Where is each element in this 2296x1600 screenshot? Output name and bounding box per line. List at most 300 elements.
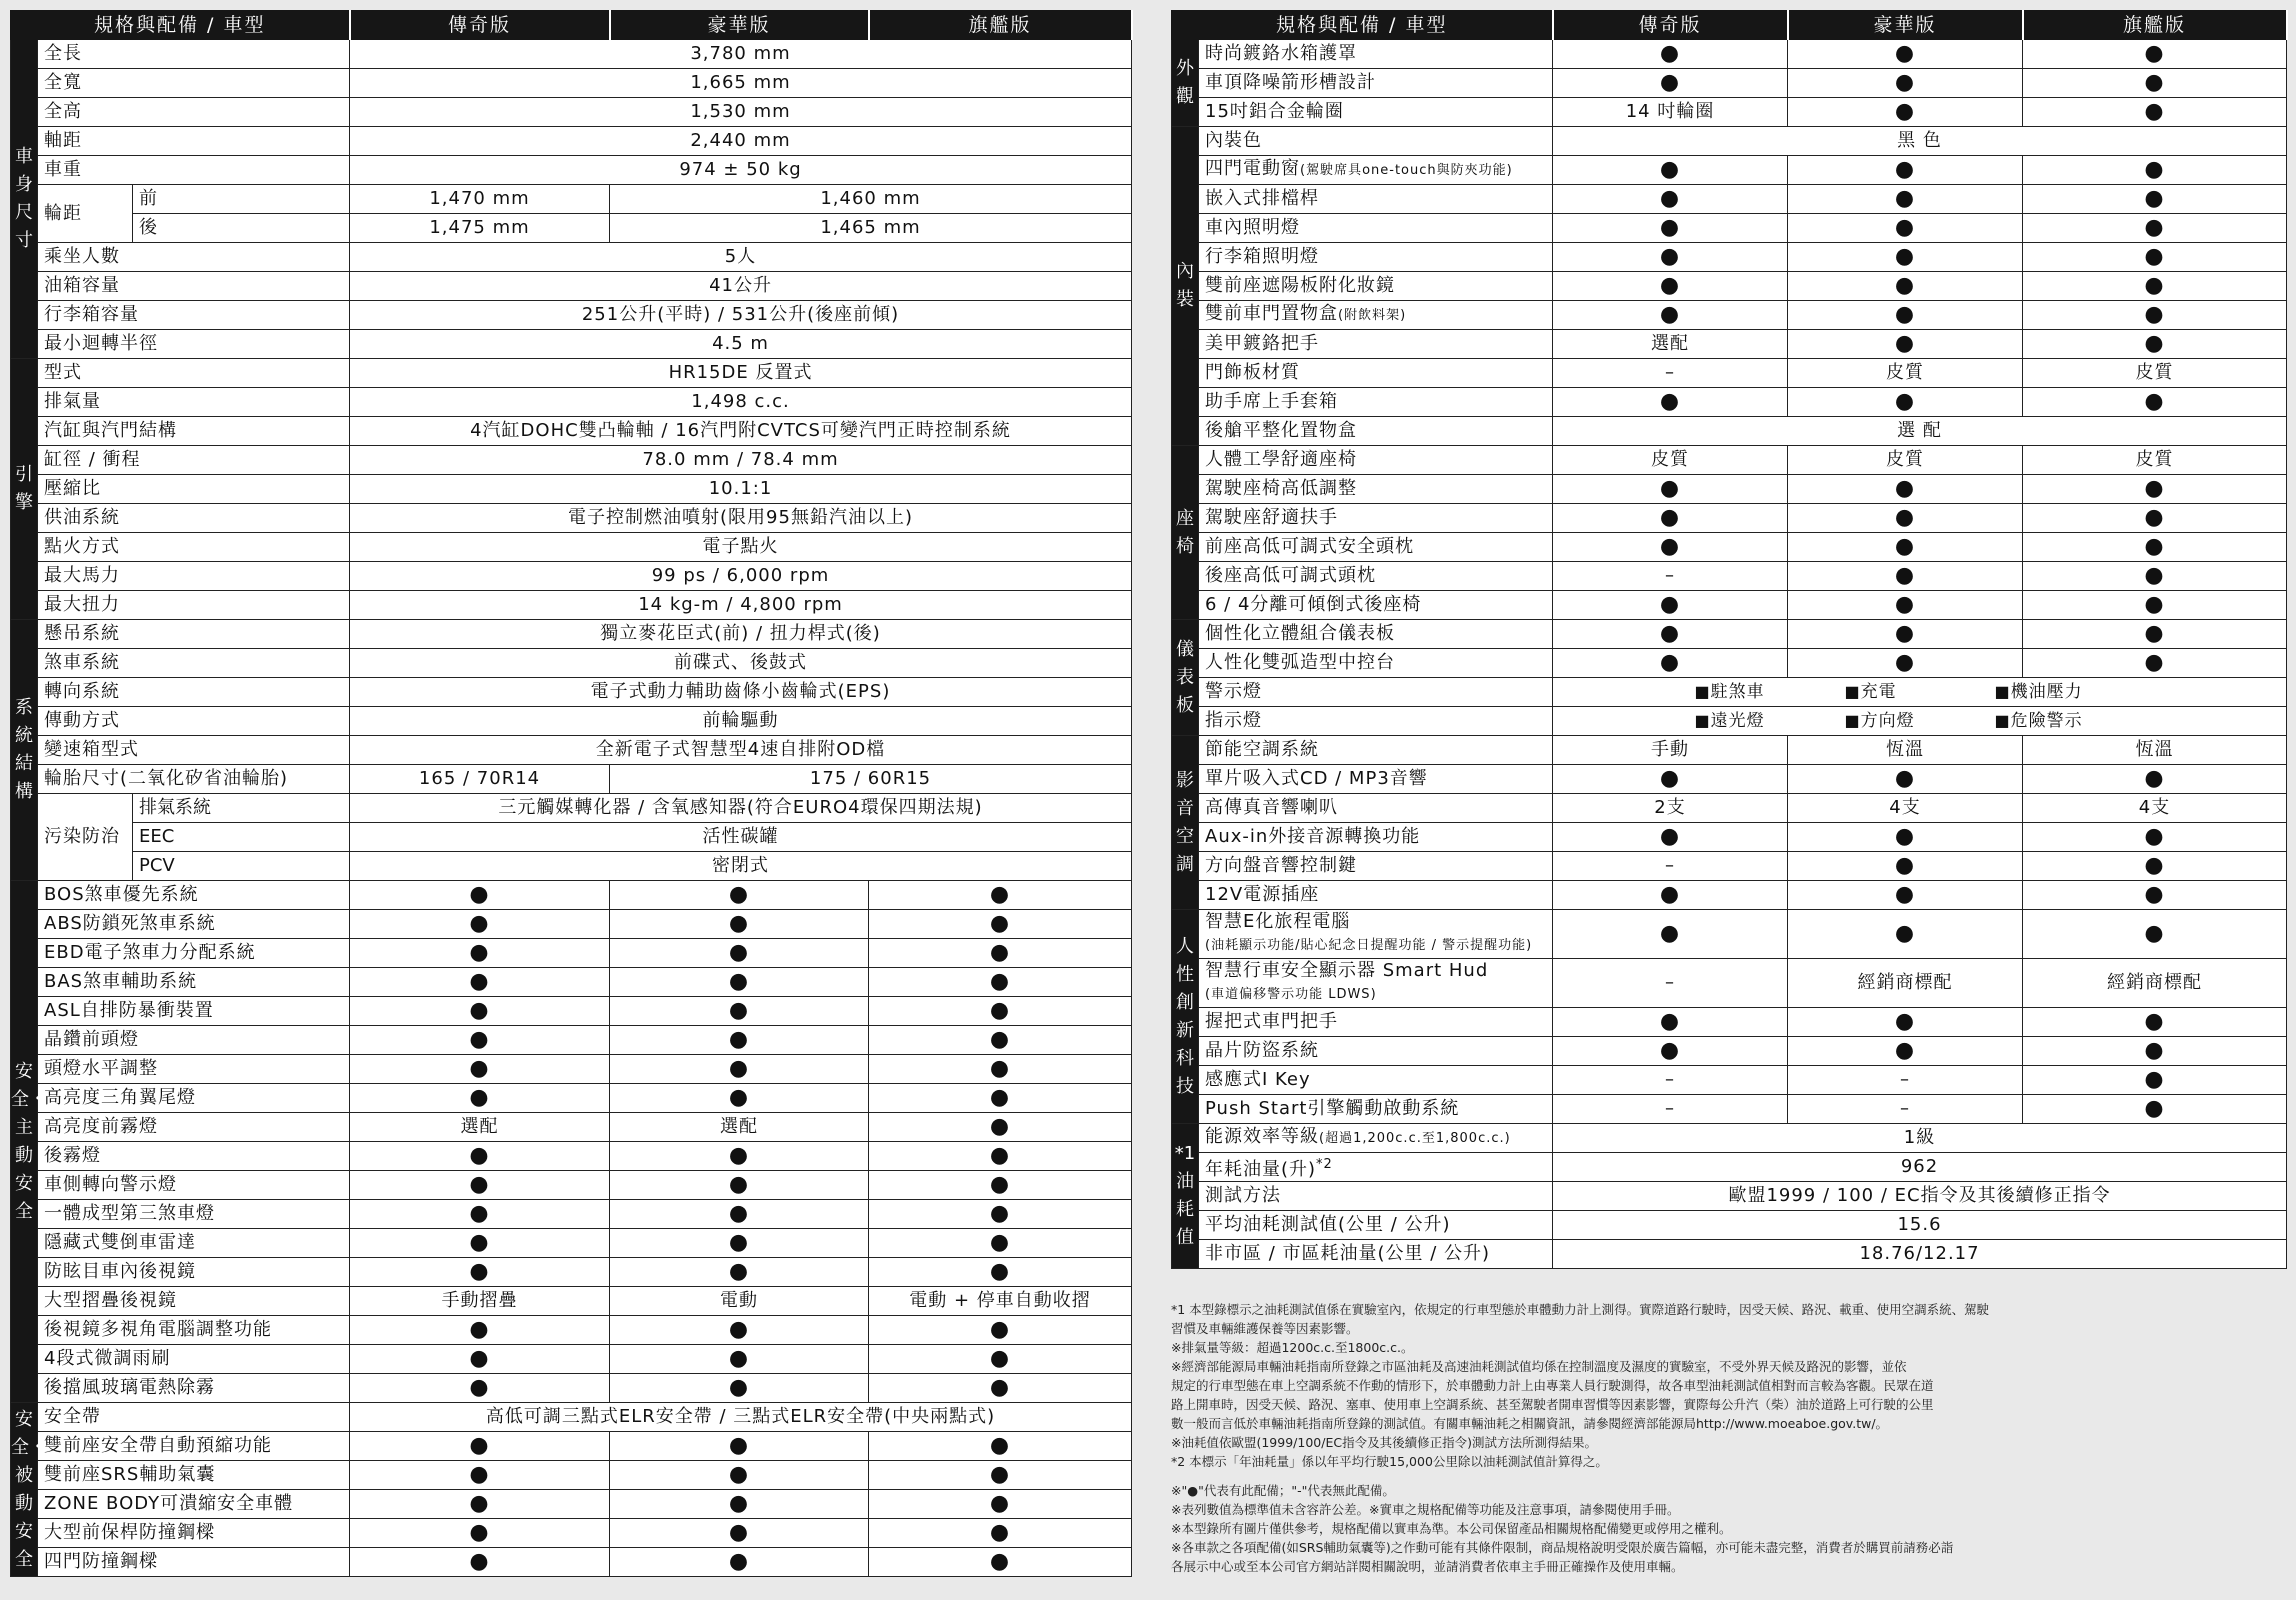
row-label (1199, 214, 1553, 243)
included-dot-icon: ● (469, 1026, 490, 1052)
warning-light-label: 危險警示 (2010, 711, 2083, 731)
included-dot-icon: ● (728, 1229, 750, 1255)
row-label: 大型前保桿防撞鋼樑 (38, 1519, 350, 1548)
row-label (1199, 1037, 1553, 1066)
value-cell (610, 1432, 869, 1461)
value-cell (610, 1548, 869, 1577)
row-label: 防眩目車內後視鏡 (38, 1258, 350, 1287)
value-cell (350, 1055, 610, 1084)
row-label (1199, 98, 1553, 127)
value-cell (1788, 1008, 2023, 1037)
included-dot-icon: ● (989, 1316, 1011, 1342)
value-cell (869, 1142, 1132, 1171)
included-dot-icon: ● (2144, 156, 2165, 182)
value-cell (1553, 881, 1788, 910)
table-row (11, 40, 1132, 69)
row-label (1199, 1066, 1553, 1095)
value-cell (610, 910, 869, 939)
included-dot-icon: ● (989, 1345, 1011, 1371)
row-label (1199, 330, 1553, 359)
footnote-line: ※經濟部能源局車輛油耗指南所登錄之市區油耗及高速油耗測試值均係在控制溫度及濕度的實驗室，不受外界天候及路況的影響，並依 (1171, 1359, 1907, 1374)
value-cell (2023, 475, 2287, 504)
value-cell: 經銷商標配 (1788, 959, 2023, 1008)
table-row (1172, 910, 2287, 959)
row-label: 全長 (38, 40, 350, 69)
table-row (1172, 1095, 2287, 1124)
warning-light-item (1995, 712, 2145, 730)
row-label-text: Aux-in外接音源轉換功能 (1205, 826, 1421, 847)
included-dot-icon: ● (469, 1258, 490, 1284)
trim-header: 旗艦版 (2023, 11, 2287, 40)
included-dot-icon: ● (1659, 649, 1681, 675)
included-dot-icon: ● (469, 1345, 490, 1371)
included-dot-icon: ● (469, 1055, 490, 1081)
row-label: 變速箱型式 (38, 736, 350, 765)
value-cell (869, 1113, 1132, 1142)
row-label: 轉向系統 (38, 678, 350, 707)
row-label-text: 嵌入式排檔桿 (1205, 188, 1319, 209)
included-dot-icon: ● (1894, 823, 1916, 849)
value-cell: 974 ± 50 kg (350, 156, 1132, 185)
row-label-text: 方向盤音響控制鍵 (1205, 855, 1357, 876)
row-label-text: 感應式I Key (1205, 1069, 1311, 1090)
value-cell: 恆溫 (1788, 736, 2023, 765)
row-label: 汽缸與汽門結構 (38, 417, 350, 446)
value-cell (1553, 620, 1788, 649)
row-label: 晶鑽前頭燈 (38, 1026, 350, 1055)
row-label: 油箱容量 (38, 272, 350, 301)
value-cell: 前碟式、後鼓式 (350, 649, 1132, 678)
table-row (1172, 272, 2287, 301)
table-row (11, 1026, 1132, 1055)
row-label: 後視鏡多視角電腦調整功能 (38, 1316, 350, 1345)
included-dot-icon: ● (728, 968, 750, 994)
table-row (1172, 504, 2287, 533)
table-row (11, 243, 1132, 272)
included-dot-icon: ● (469, 1374, 490, 1400)
value-cell (1788, 388, 2023, 417)
row-label-text: 測試方法 (1205, 1185, 1281, 1206)
table-row (11, 1548, 1132, 1577)
value-cell (1553, 185, 1788, 214)
included-dot-icon: ● (2144, 881, 2165, 907)
included-dot-icon: ● (989, 939, 1011, 965)
warning-lights-cell (1553, 707, 2287, 736)
included-dot-icon: ● (469, 997, 490, 1023)
value-cell (350, 1432, 610, 1461)
value-cell (350, 1200, 610, 1229)
row-label: 行李箱容量 (38, 301, 350, 330)
included-dot-icon: ● (989, 1519, 1011, 1545)
included-dot-icon: ● (1659, 301, 1681, 327)
row-label: 大型摺疊後視鏡 (38, 1287, 350, 1316)
table-row (11, 736, 1132, 765)
row-label-text: 年耗油量(升) (1205, 1158, 1317, 1180)
included-dot-icon: ● (2144, 562, 2165, 588)
row-label-text: 12V電源插座 (1205, 884, 1320, 905)
value-cell (610, 1026, 869, 1055)
included-dot-icon: ● (989, 1374, 1011, 1400)
included-dot-icon: ● (1894, 301, 1916, 327)
value-cell (869, 1258, 1132, 1287)
footnote-line: 習慣及車輛維護保養等因素影響。 (1171, 1321, 1359, 1336)
category-label: 內裝 (1172, 127, 1199, 446)
footnote-line: ※本型錄所有圖片僅供參考，規格配備以實車為準。本公司保留產品相關規格配備變更或停用之權利。 (1171, 1521, 1732, 1536)
included-dot-icon: ● (1894, 388, 1916, 414)
row-label-text: 能源效率等級 (1205, 1126, 1319, 1147)
category-label: 儀表板 (1172, 620, 1199, 736)
row-label (1199, 881, 1553, 910)
value-cell (869, 1229, 1132, 1258)
row-label (1199, 1095, 1553, 1124)
row-label: 車側轉向警示燈 (38, 1171, 350, 1200)
included-dot-icon: ● (1894, 475, 1916, 501)
value-cell (2023, 910, 2287, 959)
row-label: 軸距 (38, 127, 350, 156)
table-row (11, 997, 1132, 1026)
included-dot-icon: ● (989, 1200, 1011, 1226)
category-label: 人性創新科技 (1172, 910, 1199, 1124)
value-cell: – (1788, 1066, 2023, 1095)
value-cell (1553, 765, 1788, 794)
table-row (1172, 649, 2287, 678)
spec-header: 規格與配備 / 車型 (11, 11, 350, 40)
row-label (1199, 156, 1553, 185)
value-cell: 1級 (1553, 1124, 2287, 1153)
value-cell: – (1553, 1066, 1788, 1095)
value-cell (1553, 272, 1788, 301)
value-cell (350, 1316, 610, 1345)
included-dot-icon: ● (2144, 301, 2165, 327)
warning-light-label: 充電 (1860, 682, 1897, 702)
value-cell: 獨立麥花臣式(前) / 扭力桿式(後) (350, 620, 1132, 649)
value-cell: 經銷商標配 (2023, 959, 2287, 1008)
table-row (11, 562, 1132, 591)
row-label: 型式 (38, 359, 350, 388)
included-dot-icon: ● (728, 1055, 750, 1081)
value-cell: 175 / 60R15 (610, 765, 1132, 794)
right-spec-panel (1171, 10, 2286, 1269)
row-label-text: 指示燈 (1205, 710, 1262, 731)
row-label-text: 個性化立體組合儀表板 (1205, 623, 1395, 644)
row-label (1199, 388, 1553, 417)
included-dot-icon: ● (2144, 330, 2165, 356)
table-row (1172, 417, 2287, 446)
value-cell (350, 1461, 610, 1490)
table-row (1172, 736, 2287, 765)
included-dot-icon: ● (1659, 920, 1681, 946)
value-cell: 電子控制燃油噴射(限用95無鉛汽油以上) (350, 504, 1132, 533)
table-row (1172, 475, 2287, 504)
value-cell (869, 1084, 1132, 1113)
table-row (1172, 40, 2287, 69)
value-cell (350, 1548, 610, 1577)
value-cell (1553, 504, 1788, 533)
row-label-text: 行李箱照明燈 (1205, 246, 1319, 267)
warning-light-label: 駐煞車 (1710, 682, 1765, 702)
table-row (11, 939, 1132, 968)
row-label (1199, 446, 1553, 475)
table-row (1172, 794, 2287, 823)
value-cell (610, 968, 869, 997)
value-cell (2023, 1037, 2287, 1066)
included-dot-icon: ● (2144, 214, 2165, 240)
value-cell: 5人 (350, 243, 1132, 272)
warning-light-item (1845, 683, 1995, 701)
table-row (1172, 98, 2287, 127)
value-cell: 1,470 mm (350, 185, 610, 214)
value-cell (869, 968, 1132, 997)
value-cell (610, 1374, 869, 1403)
included-dot-icon: ● (1894, 214, 1916, 240)
included-dot-icon: ● (469, 910, 490, 936)
row-label (1199, 1240, 1553, 1269)
value-cell (350, 968, 610, 997)
value-cell (610, 1258, 869, 1287)
row-label (1199, 562, 1553, 591)
value-cell: 41公升 (350, 272, 1132, 301)
value-cell (869, 1519, 1132, 1548)
table-row (11, 852, 1132, 881)
included-dot-icon: ● (1894, 562, 1916, 588)
category-label: *1油耗值 (1172, 1124, 1199, 1269)
value-cell: – (1553, 959, 1788, 1008)
value-cell (2023, 98, 2287, 127)
value-cell: 3,780 mm (350, 40, 1132, 69)
included-dot-icon: ● (2144, 40, 2165, 66)
value-cell: 78.0 mm / 78.4 mm (350, 446, 1132, 475)
table-row (11, 910, 1132, 939)
included-dot-icon: ● (469, 1200, 490, 1226)
table-row (11, 1229, 1132, 1258)
included-dot-icon: ● (1659, 881, 1681, 907)
row-label-text: 助手席上手套箱 (1205, 391, 1338, 412)
included-dot-icon: ● (1659, 475, 1681, 501)
value-cell (869, 1374, 1132, 1403)
row-label-text: 門飾板材質 (1205, 362, 1300, 383)
value-cell: 電子式動力輔助齒條小齒輪式(EPS) (350, 678, 1132, 707)
value-cell (1553, 823, 1788, 852)
row-label-text: 雙前車門置物盒 (1205, 303, 1338, 324)
value-cell (1788, 475, 2023, 504)
included-dot-icon: ● (1659, 243, 1681, 269)
table-row (1172, 1211, 2287, 1240)
included-dot-icon: ● (1659, 620, 1681, 646)
value-cell: 皮質 (1553, 446, 1788, 475)
value-cell (2023, 1008, 2287, 1037)
value-cell (2023, 852, 2287, 881)
row-label: 後擋風玻璃電熱除霧 (38, 1374, 350, 1403)
table-row (11, 1432, 1132, 1461)
value-cell: 黑 色 (1553, 127, 2287, 156)
included-dot-icon: ● (1659, 40, 1681, 66)
table-row (11, 272, 1132, 301)
row-label-text: 雙前座遮陽板附化妝鏡 (1205, 275, 1395, 296)
table-row (11, 1258, 1132, 1287)
value-cell (1553, 388, 1788, 417)
value-cell (1788, 272, 2023, 301)
table-row (11, 359, 1132, 388)
row-label-text: 智慧E化旅程電腦 (1205, 911, 1351, 932)
table-row (11, 1142, 1132, 1171)
value-cell (2023, 388, 2287, 417)
value-cell (610, 939, 869, 968)
table-row (11, 678, 1132, 707)
row-label (1199, 1211, 1553, 1240)
table-row (1172, 1240, 2287, 1269)
included-dot-icon: ● (1894, 272, 1916, 298)
row-label: 安全帶 (38, 1403, 350, 1432)
included-dot-icon: ● (1894, 1037, 1916, 1063)
value-cell: 165 / 70R14 (350, 765, 610, 794)
included-dot-icon: ● (2144, 504, 2165, 530)
table-row (1172, 446, 2287, 475)
value-cell: – (1553, 852, 1788, 881)
footnote-line: 數一般而言低於車輛油耗指南所登錄的測試值。有關車輛油耗之相關資訊，請參閱經濟部能源局http://www.moeaboe.gov.tw/。 (1171, 1416, 1889, 1431)
value-cell (869, 1171, 1132, 1200)
value-cell: HR15DE 反置式 (350, 359, 1132, 388)
value-cell: 2,440 mm (350, 127, 1132, 156)
row-label-text: 單片吸入式CD / MP3音響 (1205, 768, 1428, 789)
square-bullet-icon: ■ (1994, 682, 2011, 701)
table-row (11, 214, 1132, 243)
included-dot-icon: ● (989, 968, 1011, 994)
footnotes (1171, 1300, 2286, 1576)
warning-lights-cell (1553, 678, 2287, 707)
included-dot-icon: ● (469, 968, 490, 994)
value-cell (1788, 649, 2023, 678)
value-cell: 皮質 (2023, 359, 2287, 388)
row-label (1199, 707, 1553, 736)
value-cell (869, 1316, 1132, 1345)
table-row (1172, 156, 2287, 185)
table-row (1172, 533, 2287, 562)
value-cell: 10.1:1 (350, 475, 1132, 504)
sub-label: 後 (133, 214, 350, 243)
row-label: 輪距 (38, 185, 133, 243)
row-label: BAS煞車輔助系統 (38, 968, 350, 997)
included-dot-icon: ● (728, 1200, 750, 1226)
value-cell (610, 1229, 869, 1258)
included-dot-icon: ● (2144, 1008, 2165, 1034)
included-dot-icon: ● (469, 939, 490, 965)
row-label-text: 車內照明燈 (1205, 217, 1300, 238)
table-row (11, 620, 1132, 649)
row-label-text: 節能空調系統 (1205, 739, 1319, 760)
value-cell (869, 881, 1132, 910)
value-cell (350, 910, 610, 939)
table-row (1172, 959, 2287, 1008)
row-label (1199, 504, 1553, 533)
included-dot-icon: ● (1894, 881, 1916, 907)
included-dot-icon: ● (2144, 185, 2165, 211)
included-dot-icon: ● (1894, 98, 1916, 124)
row-label (1199, 736, 1553, 765)
row-label: ZONE BODY可潰縮安全車體 (38, 1490, 350, 1519)
row-label (1199, 69, 1553, 98)
footnote-line: ※表列數值為標準值未含容許公差。※實車之規格配備等功能及注意事項，請參閱使用手冊。 (1171, 1502, 1680, 1517)
included-dot-icon: ● (1894, 620, 1916, 646)
included-dot-icon: ● (469, 1084, 490, 1110)
warning-light-item (1995, 683, 2145, 701)
right-spec-table (1171, 10, 2288, 1269)
trim-header: 旗艦版 (869, 11, 1132, 40)
included-dot-icon: ● (2144, 272, 2165, 298)
row-label-text: 警示燈 (1205, 681, 1262, 702)
category-label: 外觀 (1172, 40, 1199, 127)
value-cell (610, 997, 869, 1026)
value-cell (869, 1345, 1132, 1374)
value-cell (2023, 649, 2287, 678)
row-label (1199, 910, 1553, 959)
table-row (11, 1490, 1132, 1519)
trim-header: 豪華版 (1788, 11, 2023, 40)
included-dot-icon: ● (728, 1345, 750, 1371)
row-label-text: Push Start引擎觸動啟動系統 (1205, 1098, 1460, 1119)
row-label: ASL自排防暴衝裝置 (38, 997, 350, 1026)
value-cell (2023, 504, 2287, 533)
table-row (1172, 678, 2287, 707)
value-cell (1553, 649, 1788, 678)
value-cell: 選配 (350, 1113, 610, 1142)
value-cell (869, 1461, 1132, 1490)
row-label: 乘坐人數 (38, 243, 350, 272)
value-cell: 1,465 mm (610, 214, 1132, 243)
value-cell: 活性碳罐 (350, 823, 1132, 852)
value-cell (1553, 156, 1788, 185)
value-cell (2023, 1095, 2287, 1124)
row-label-text: 6 / 4分離可傾倒式後座椅 (1205, 594, 1422, 615)
value-cell (350, 1229, 610, 1258)
included-dot-icon: ● (1894, 852, 1916, 878)
included-dot-icon: ● (2144, 98, 2165, 124)
included-dot-icon: ● (728, 1171, 750, 1197)
included-dot-icon: ● (2144, 1037, 2165, 1063)
included-dot-icon: ● (1894, 243, 1916, 269)
value-cell: 14 kg-m / 4,800 rpm (350, 591, 1132, 620)
row-label (1199, 1182, 1553, 1211)
value-cell: 前輪驅動 (350, 707, 1132, 736)
value-cell (2023, 272, 2287, 301)
table-row (1172, 301, 2287, 330)
value-cell: 1,460 mm (610, 185, 1132, 214)
table-row (1172, 388, 2287, 417)
value-cell (1788, 301, 2023, 330)
value-cell (350, 1374, 610, 1403)
included-dot-icon: ● (728, 997, 750, 1023)
sub-label: 排氣系統 (133, 794, 350, 823)
trim-header: 豪華版 (610, 11, 869, 40)
category-label: 座椅 (1172, 446, 1199, 620)
included-dot-icon: ● (989, 1432, 1011, 1458)
table-row (1172, 1037, 2287, 1066)
value-cell (1553, 243, 1788, 272)
row-label (1199, 959, 1553, 1008)
spec-header: 規格與配備 / 車型 (1172, 11, 1553, 40)
included-dot-icon: ● (989, 1461, 1011, 1487)
table-row (11, 794, 1132, 823)
row-label-text: 握把式車門把手 (1205, 1011, 1338, 1032)
value-cell: 4汽缸DOHC雙凸輪軸 / 16汽門附CVTCS可變汽門正時控制系統 (350, 417, 1132, 446)
row-label: 輪胎尺寸(二氧化矽省油輪胎) (38, 765, 350, 794)
value-cell (1788, 910, 2023, 959)
value-cell (1788, 823, 2023, 852)
row-label (1199, 794, 1553, 823)
value-cell (869, 997, 1132, 1026)
included-dot-icon: ● (2144, 765, 2165, 791)
included-dot-icon: ● (469, 1432, 490, 1458)
table-row (1172, 1153, 2287, 1182)
